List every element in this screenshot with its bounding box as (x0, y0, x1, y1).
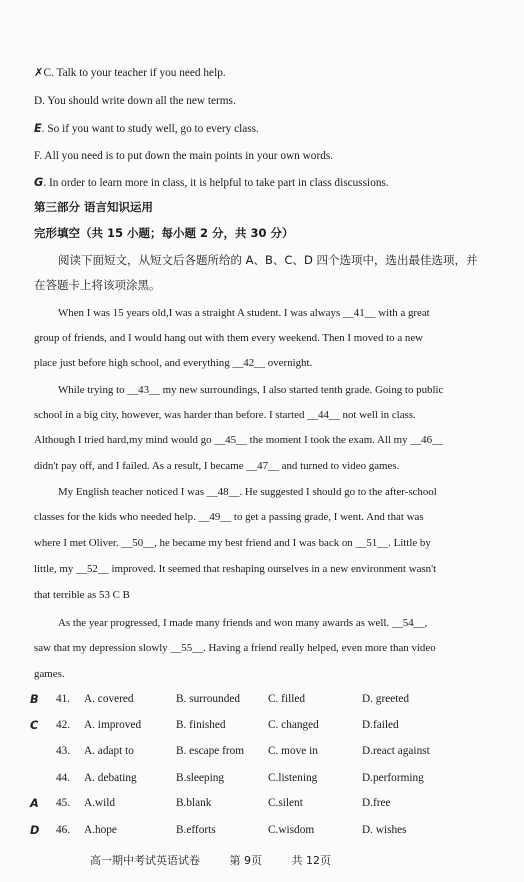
option-b: B.sleeping (176, 772, 225, 784)
option-letter: C. (43, 67, 54, 79)
passage-line: As the year progressed, I made many friends and won many awards as well. __54__, (58, 617, 428, 629)
option-d: D.failed (362, 719, 399, 731)
option-d: D.react against (362, 745, 430, 757)
passage-line: My English teacher noticed I was __48__. He suggested I should go to the after-school (58, 486, 437, 498)
option-d (34, 94, 492, 108)
option-c: C. changed (268, 719, 319, 731)
passage-line: saw that my depression slowly __55__. Having a friend really helped, even more than video (34, 642, 436, 654)
passage-line: When I was 15 years old,I was a straight A student. I was always __41__ with a great (58, 307, 430, 319)
instructions-line-2: 在答题卡上将该项涂黑。 (34, 278, 161, 292)
page-footer (90, 852, 357, 868)
footer-total: 共 12页 (291, 854, 331, 867)
instructions-line-1: 阅读下面短文，从短文后各题所给的 A、B、C、D 四个选项中，选出最佳选项，并 (58, 253, 478, 267)
option-letter: . (43, 177, 47, 189)
answer-mark: A (30, 797, 39, 810)
option-letter: D. (34, 95, 45, 107)
passage-line: While trying to __43__ my new surroundings, I also started tenth grade. Going to public (58, 384, 444, 396)
option-b: B. finished (176, 719, 226, 731)
question-number: 41. (56, 693, 71, 705)
question-44 (34, 772, 504, 788)
question-number: 45. (56, 797, 71, 809)
option-a: A. adapt to (84, 745, 134, 757)
option-b: B.efforts (176, 824, 216, 836)
option-d: D.free (362, 797, 391, 809)
option-a: A.wild (84, 797, 116, 809)
cloze-heading: 完形填空（共 15 小题；每小题 2 分，共 30 分） (34, 226, 294, 240)
question-number: 46. (56, 824, 71, 836)
footer-title: 高一期中考试英语试卷 (90, 854, 200, 867)
option-a: A.hope (84, 824, 117, 836)
question-46 (30, 824, 504, 840)
option-text: All you need is to put down the main points in your own words. (44, 150, 334, 162)
answer-mark: G (34, 176, 44, 189)
passage-line: where I met Oliver. __50__, he became my best friend and I was back on __51__. Little by (34, 537, 431, 549)
option-b: B. escape from (176, 745, 245, 757)
option-f (34, 149, 492, 163)
section-title: 第三部分 语言知识运用 (34, 200, 154, 214)
answer-mark: E (34, 122, 42, 135)
option-c: C. move in (268, 745, 318, 757)
option-letter: F. (34, 150, 43, 162)
option-d: D.performing (362, 772, 424, 784)
option-b: B.blank (176, 797, 212, 809)
question-43 (34, 745, 504, 761)
question-number: 43. (56, 745, 71, 757)
option-c: C. filled (268, 693, 306, 705)
passage-line: games. (34, 668, 65, 680)
option-text: So if you want to study well, go to every class. (47, 123, 259, 135)
passage-line: didn't pay off, and I failed. As a result, I became __47__ and turned to video games. (34, 460, 400, 472)
option-c: C.wisdom (268, 824, 315, 836)
option-b: B. surrounded (176, 693, 241, 705)
option-a: A. improved (84, 719, 142, 731)
question-41 (30, 693, 504, 709)
option-d: D. wishes (362, 824, 407, 836)
option-text: You should write down all the new terms. (47, 95, 236, 107)
option-e (34, 122, 492, 136)
passage-line: Although I tried hard,my mind would go __45__ the moment I took the exam. All my __46__ (34, 434, 443, 446)
option-a: A. debating (84, 772, 137, 784)
passage-line: that terrible as 53 C B (34, 589, 130, 601)
question-45 (30, 797, 504, 813)
passage-line: classes for the kids who needed help. __49__ to get a passing grade, I went. And that was (34, 511, 424, 523)
option-a: A. covered (84, 693, 134, 705)
option-c: C.silent (268, 797, 303, 809)
passage-line: little, my __52__ improved. It seemed that reshaping ourselves in a new environment wasn't (34, 563, 437, 575)
option-g (34, 176, 492, 190)
option-letter: . (41, 123, 45, 135)
question-42 (30, 719, 504, 735)
passage-line: group of friends, and I would hang out with them every weekend. Then I moved to a new (34, 332, 424, 344)
answer-mark: ✗ (34, 66, 44, 79)
option-d: D. greeted (362, 693, 410, 705)
passage-line: place just before high school, and everything __42__ overnight. (34, 357, 313, 369)
answer-mark: D (30, 824, 40, 837)
question-number: 42. (56, 719, 71, 731)
option-c (34, 66, 492, 80)
answer-mark: C (30, 719, 39, 732)
passage-line: school in a big city, however, was harder than before. I started __44__ not well in class. (34, 409, 416, 421)
footer-page: 第 9页 (229, 854, 262, 867)
question-number: 44. (56, 772, 71, 784)
answer-mark: B (30, 693, 39, 706)
option-c: C.listening (268, 772, 318, 784)
option-text: In order to learn more in class, it is helpful to take part in class discussions. (48, 177, 389, 189)
option-text: Talk to your teacher if you need help. (56, 67, 226, 79)
